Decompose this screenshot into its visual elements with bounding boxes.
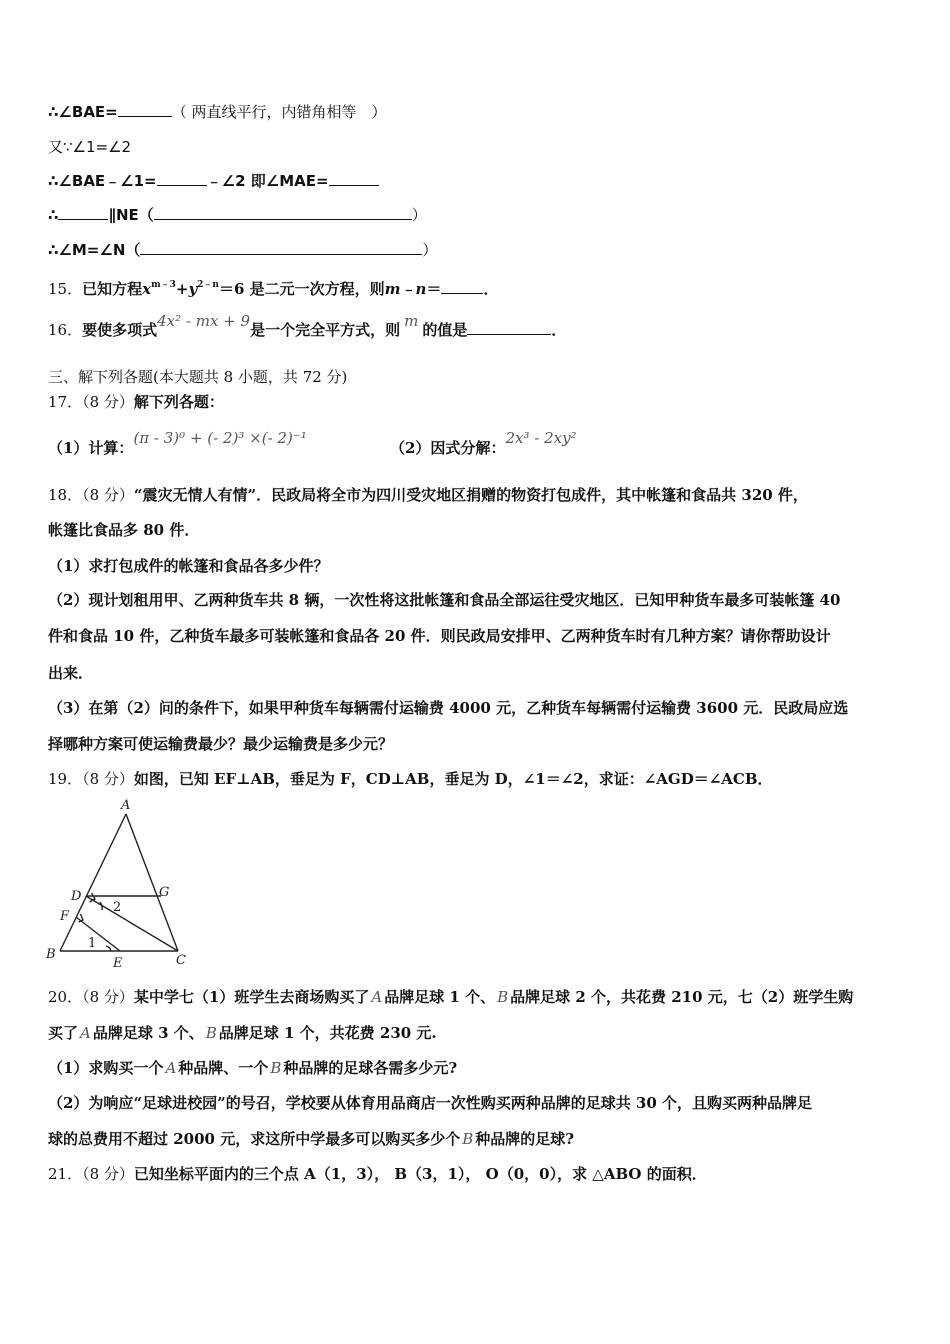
- question-17-part-2: （2）因式分解：2x³ - 2xy²: [390, 429, 577, 457]
- question-19: 19．（8 分）如图，已知 EF⊥AB，垂足为 F，CD⊥AB，垂足为 D，∠1＝∠2，求证：∠AGD＝∠ACB．: [48, 770, 773, 788]
- answer-blank[interactable]: [441, 279, 483, 294]
- question-20-line-2: 买了 A 品牌足球 3 个、 B 品牌足球 1 个，共花费 230 元.: [48, 1024, 437, 1042]
- answer-blank[interactable]: [118, 102, 172, 117]
- question-15: 15．已知方程$x^{m﹣3}+y^{2﹣n}=6$ 是二元一次方程，则m﹣n＝ ．: [48, 280, 499, 298]
- answer-blank[interactable]: [154, 205, 412, 220]
- question-18-part-2-line-2: 件和食品 10 件，乙种货车最多可装帐篷和食品各 20 件．则民政局安排甲、乙两种货车时有几种方案？请你帮助设计: [48, 627, 831, 645]
- proof-line-2: 又∵∠1=∠2: [48, 138, 132, 156]
- question-18-part-3-line-1: （3）在第（2）问的条件下，如果甲种货车每辆需付运输费 4000 元，乙种货车每辆需付运输费 3600 元．民政局应选: [48, 699, 849, 717]
- answer-blank[interactable]: [329, 171, 379, 186]
- question-17-part-1: （1）计算：(π - 3)⁰ + (- 2)³ ×(- 2)⁻¹: [48, 429, 307, 457]
- question-16: 16．要使多项式4x² - mx + 9是一个完全平方式，则 m 的值是 ．: [48, 312, 567, 339]
- proof-line-5: ∴∠M=∠N（ ）: [48, 241, 438, 259]
- section-title: 三、解下列各题(本大题共 8 小题，共 72 分): [48, 368, 348, 386]
- question-21: 21．（8 分）已知坐标平面内的三个点 A（1，3）， B（3，1）， O（0，0），求 △ABO 的面积．: [48, 1165, 707, 1183]
- question-20-part-2-line-1: （2）为响应“足球进校园”的号召，学校要从体育用品商店一次性购买两种品牌的足球共 30 个，且购买两种品牌足: [48, 1094, 813, 1112]
- question-18: 18．（8 分）“震灾无情人有情”．民政局将全市为四川受灾地区捐赠的物资打包成件，其中帐篷和食品共 320 件，: [48, 486, 808, 504]
- answer-blank[interactable]: [140, 240, 422, 255]
- triangle-figure: [40, 796, 200, 972]
- proof-line-3: ∴∠BAE﹣∠1= ﹣∠2 即∠MAE=: [48, 171, 379, 191]
- answer-blank[interactable]: [467, 320, 551, 335]
- question-18-part-2-line-1: （2）现计划租用甲、乙两种货车共 8 辆，一次性将这批帐篷和食品全部运往受灾地区．已知甲种货车最多可装帐篷 40: [48, 591, 841, 609]
- question-18-line-2: 帐篷比食品多 80 件．: [48, 521, 200, 539]
- question-20: 20．（8 分）某中学七（1）班学生去商场购买了 A 品牌足球 1 个、 B 品牌足球 2 个，共花费 210 元，七（2）班学生购: [48, 988, 854, 1006]
- question-20-part-1: （1）求购买一个 A 种品牌、一个 B 种品牌的足球各需多少元?: [48, 1059, 458, 1077]
- label-a: A: [121, 798, 131, 813]
- label-e: E: [113, 956, 123, 971]
- label-b: B: [46, 947, 56, 962]
- proof-line-4: ∴ ∥NE（ ）: [48, 206, 427, 224]
- segment-fe: [76, 917, 120, 951]
- segment-ac: [126, 814, 178, 951]
- label-angle-2: 2: [113, 900, 122, 915]
- answer-blank[interactable]: [58, 205, 108, 220]
- answer-blank[interactable]: [157, 171, 207, 186]
- angle-2-arc: [100, 902, 102, 910]
- question-18-part-2-line-3: 出来．: [48, 664, 94, 682]
- question-18-part-1: （1）求打包成件的帐篷和食品各多少件？: [48, 557, 329, 575]
- angle-1-arc: [106, 946, 111, 951]
- label-c: C: [176, 953, 186, 968]
- label-d: D: [71, 889, 82, 904]
- label-g: G: [159, 885, 170, 900]
- segment-dc: [86, 896, 178, 951]
- question-20-part-2-line-2: 球的总费用不超过 2000 元，求这所中学最多可以购买多少个 B 种品牌的足球?: [48, 1130, 575, 1148]
- question-18-part-3-line-2: 择哪种方案可使运输费最少？最少运输费是多少元？: [48, 735, 394, 753]
- polynomial-expression: 4x² - mx + 9: [157, 312, 251, 330]
- label-f: F: [60, 909, 70, 924]
- label-angle-1: 1: [88, 936, 97, 951]
- question-17: 17．（8 分）解下列各题：: [48, 393, 224, 411]
- proof-line-1: ∴∠BAE= （ 两直线平行，内错角相等 ）: [48, 103, 387, 121]
- right-angle-f-mark: [79, 914, 83, 922]
